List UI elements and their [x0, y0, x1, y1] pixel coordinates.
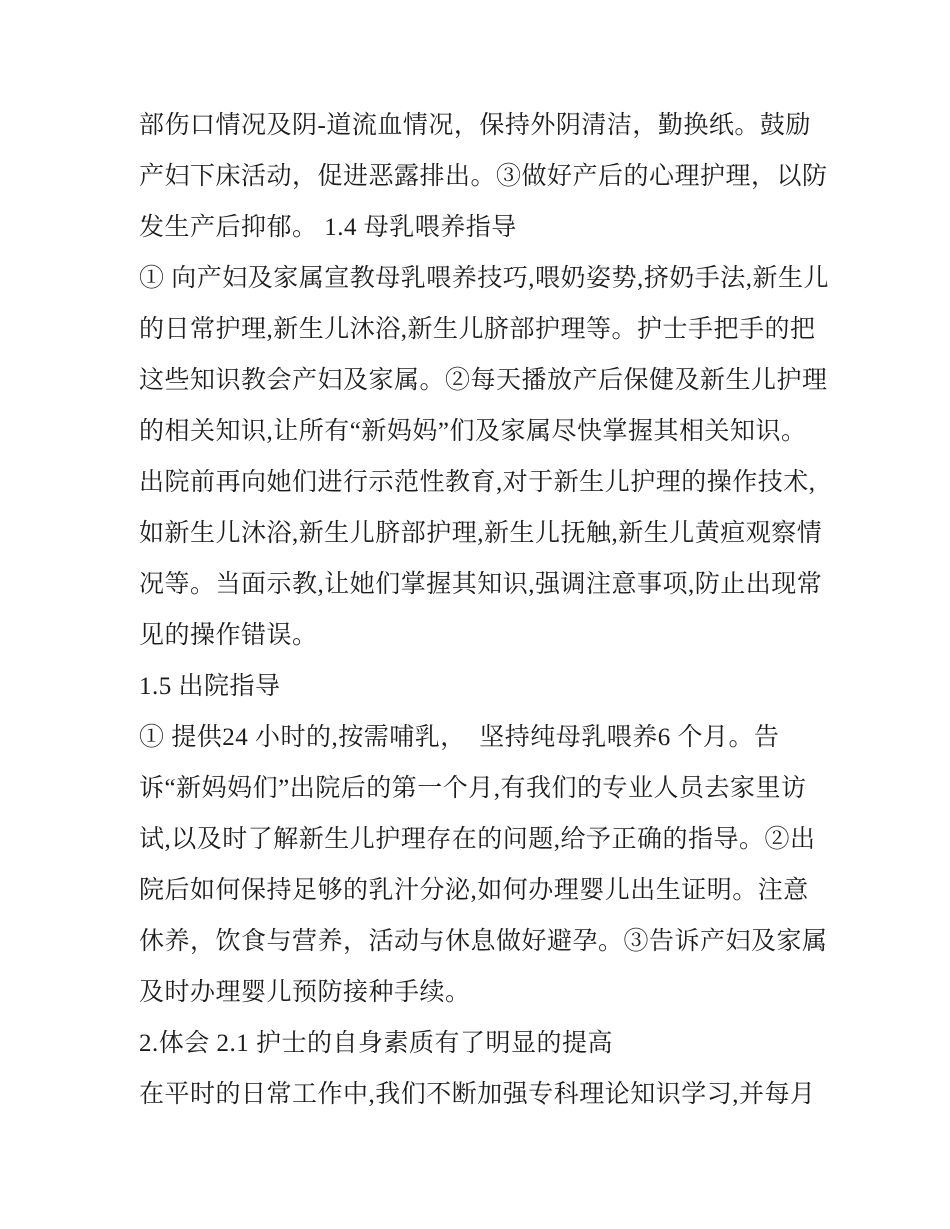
text-line-heading: 2.体会 2.1 护士的自身素质有了明显的提高 [139, 1030, 614, 1057]
text-line-heading: 1.5 出院指导 [139, 673, 281, 700]
text-line: 休养，饮食与营养，活动与休息做好避孕。③告诉产妇及家属 [139, 928, 828, 955]
text-line: 部伤口情况及阴-道流血情况，保持外阴清洁，勤换纸。鼓励 [139, 112, 811, 139]
text-line: 况等。当面示教,让她们掌握其知识,强调注意事项,防止出现常 [139, 571, 823, 598]
text-line: 及时办理婴儿预防接种手续。 [139, 979, 471, 1006]
text-line: 院后如何保持足够的乳汁分泌,如何办理婴儿出生证明。注意 [139, 877, 809, 904]
text-line: 的相关知识,让所有“新妈妈”们及家属尽快掌握其相关知识。 [139, 418, 807, 445]
text-line: 这些知识教会产妇及家属。②每天播放产后保健及新生儿护理 [139, 367, 828, 394]
text-line: 产妇下床活动，促进恶露排出。③做好产后的心理护理，以防 [139, 163, 828, 190]
text-line: 出院前再向她们进行示范性教育,对于新生儿护理的操作技术, [139, 469, 816, 496]
text-line: 的日常护理,新生儿沐浴,新生儿脐部护理等。护士手把手的把 [139, 316, 816, 343]
text-line: 发生产后抑郁。 1.4 母乳喂养指导 [139, 214, 517, 241]
text-line: ① 向产妇及家属宣教母乳喂养技巧,喂奶姿势,挤奶手法,新生儿 [139, 265, 830, 292]
text-line: 试,以及时了解新生儿护理存在的问题,给予正确的指导。②出 [139, 826, 816, 853]
document-text [139, 100, 879, 1120]
text-line: 如新生儿沐浴,新生儿脐部护理,新生儿抚触,新生儿黄疸观察情 [139, 520, 823, 547]
text-line: 在平时的日常工作中,我们不断加强专科理论知识学习,并每月 [139, 1081, 816, 1108]
text-line: 诉“新妈妈们”出院后的第一个月,有我们的专业人员去家里访 [139, 775, 807, 802]
text-line: 见的操作错误。 [139, 622, 318, 649]
text-line: ① 提供24 小时的,按需哺乳， 坚持纯母乳喂养6 个月。告 [139, 724, 780, 751]
